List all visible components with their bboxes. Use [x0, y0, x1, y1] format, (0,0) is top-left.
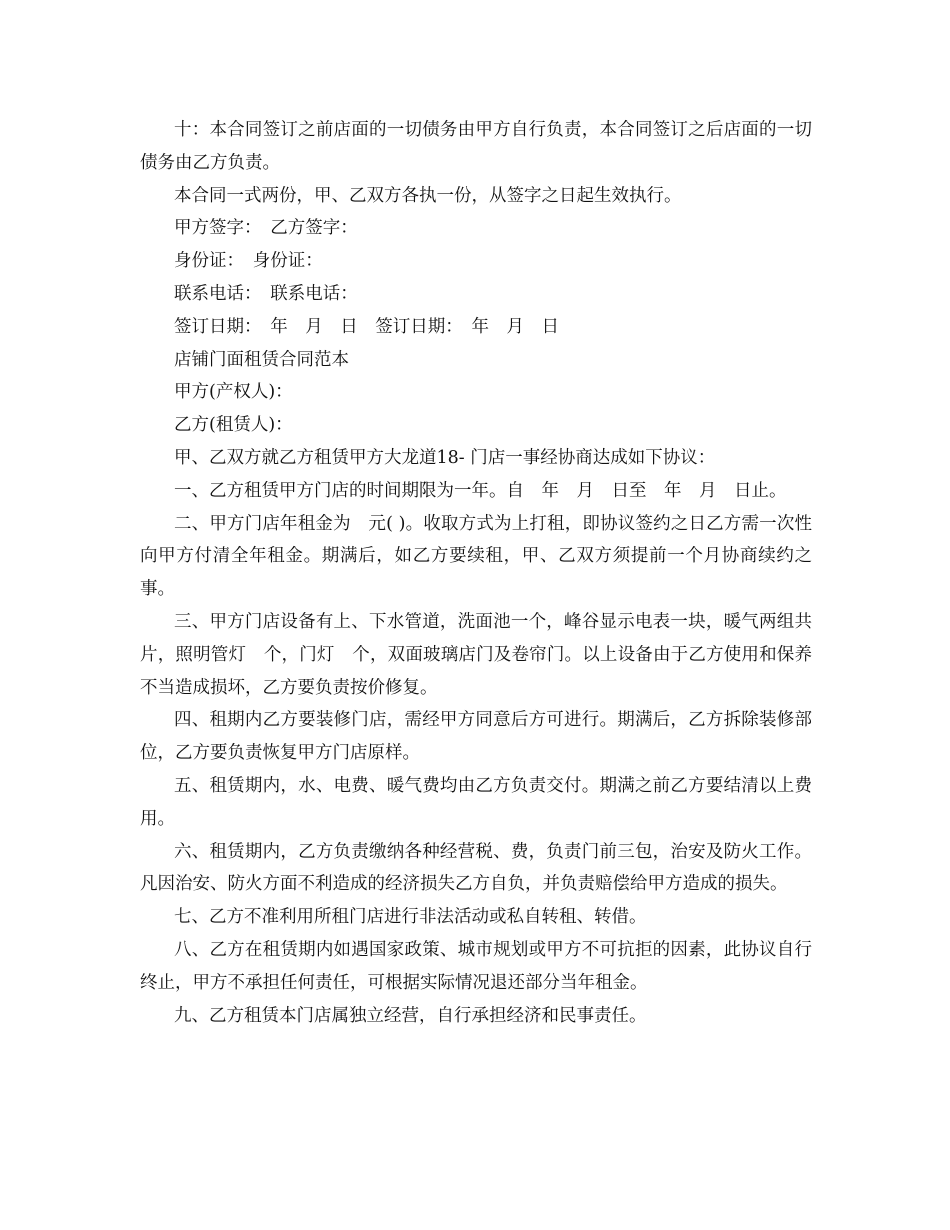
document-body	[140, 114, 830, 1032]
paragraph-copies: 本合同一式两份，甲、乙双方各执一份，从签字之日起生效执行。	[174, 185, 682, 206]
clause-six: 六、租赁期内，乙方负责缴纳各种经营税、费，负责门前三包，治安及防火工作。凡因治安、防火方面不利造成的经济损失乙方自负，并负责赔偿给甲方造成的损失。	[140, 841, 812, 895]
paragraph-id-card: 身份证： 身份证：	[174, 251, 323, 272]
paragraph-agreement-intro: 甲、乙双方就乙方租赁甲方大龙道18- 门店一事经协商达成如下协议：	[174, 447, 716, 468]
paragraph-signatures: 甲方签字： 乙方签字：	[174, 218, 358, 239]
clause-one: 一、乙方租赁甲方门店的时间期限为一年。自 年 月 日至 年 月 日止。	[174, 480, 787, 501]
party-b-tenant: 乙方(租赁人)：	[174, 415, 293, 436]
clause-seven: 七、乙方不准利用所租门店进行非法活动或私自转租、转借。	[174, 907, 647, 928]
clause-five: 五、租赁期内，水、电费、暖气费均由乙方负责交付。期满之前乙方要结清以上费用。	[140, 775, 812, 829]
clause-four: 四、租期内乙方要装修门店，需经甲方同意后方可进行。期满后，乙方拆除装修部位，乙方要负责恢复甲方门店原样。	[140, 710, 812, 764]
clause-nine: 九、乙方租赁本门店属独立经营，自行承担经济和民事责任。	[174, 1005, 647, 1026]
clause-two: 二、甲方门店年租金为 元( )。收取方式为上打租，即协议签约之日乙方需一次性向甲方付清全年租金。期满后，如乙方要续租，甲、乙双方须提前一个月协商续约之事。	[140, 513, 812, 600]
paragraph-sign-date: 签订日期： 年 月 日 签订日期： 年 月 日	[174, 316, 559, 337]
paragraph-phone: 联系电话： 联系电话：	[174, 283, 358, 304]
paragraph-debt-clause-ten: 十：本合同签订之前店面的一切债务由甲方自行负责，本合同签订之后店面的一切债务由乙方负责。	[140, 120, 812, 173]
party-a-owner: 甲方(产权人)：	[174, 382, 293, 403]
clause-eight: 八、乙方在租赁期内如遇国家政策、城市规划或甲方不可抗拒的因素，此协议自行终止，甲方不承担任何责任，可根据实际情况退还部分当年租金。	[140, 939, 812, 993]
document-title: 店铺门面租赁合同范本	[174, 349, 349, 370]
clause-three: 三、甲方门店设备有上、下水管道，洗面池一个，峰谷显示电表一块，暖气两组共 片，照明管灯 个，门灯 个，双面玻璃店门及卷帘门。以上设备由于乙方使用和保养不当造成损坏，乙方要负责按价修复。	[140, 611, 830, 698]
